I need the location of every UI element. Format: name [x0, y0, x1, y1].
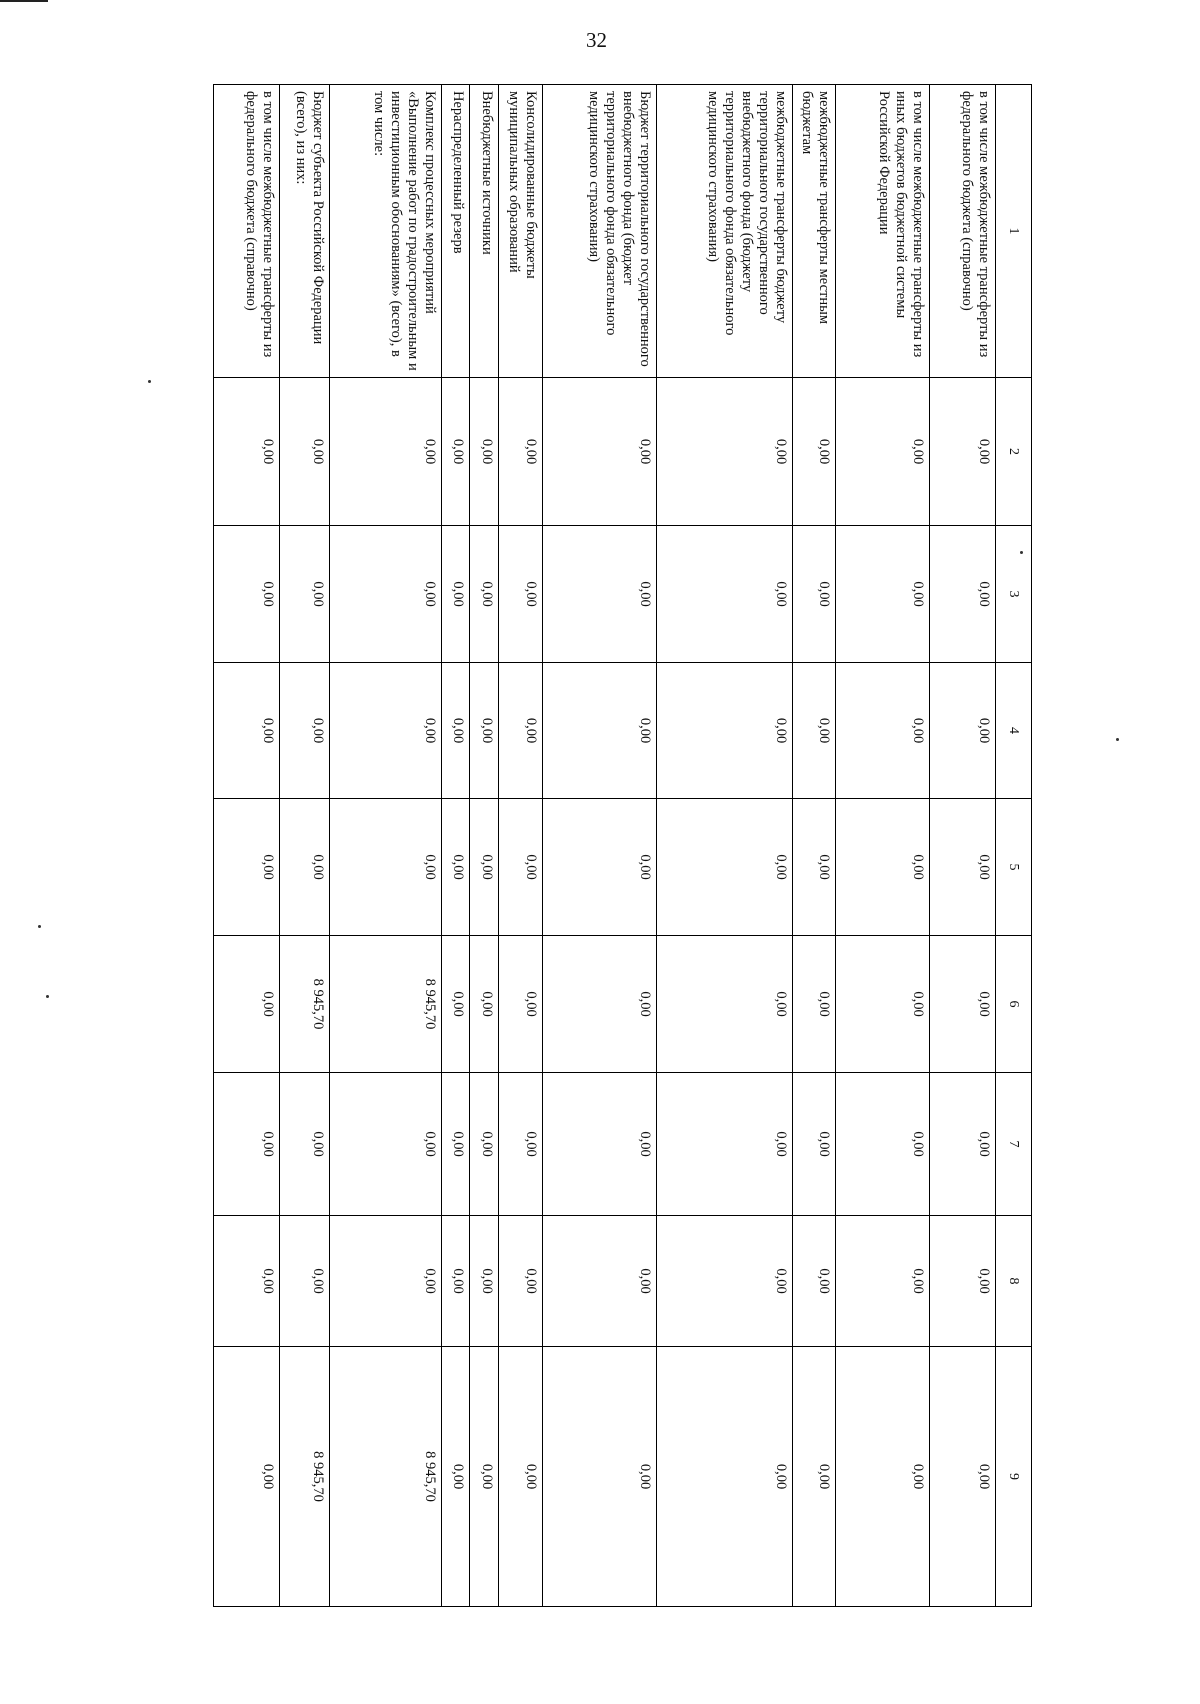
page-number: 32 — [586, 28, 607, 52]
value-cell: 0,00 — [836, 936, 930, 1073]
value-cell: 0,00 — [470, 663, 499, 799]
value-cell: 0,00 — [792, 936, 836, 1073]
table-row — [836, 85, 930, 1607]
value-cell: 0,00 — [470, 1073, 499, 1216]
table-row — [792, 85, 836, 1607]
value-cell: 0,00 — [792, 378, 836, 526]
value-cell: 0,00 — [330, 378, 442, 526]
table-row — [214, 85, 280, 1607]
value-cell: 0,00 — [792, 799, 836, 936]
scan-speck — [46, 995, 49, 998]
value-cell: 8 945,70 — [330, 1347, 442, 1607]
value-cell: 0,00 — [499, 1347, 543, 1607]
value-cell: 0,00 — [929, 1073, 995, 1216]
value-cell: 0,00 — [499, 378, 543, 526]
value-cell: 0,00 — [656, 526, 792, 663]
scan-edge-mark — [0, 0, 48, 2]
value-cell: 8 945,70 — [280, 1347, 330, 1607]
scan-speck — [1020, 551, 1023, 554]
value-cell: 0,00 — [499, 799, 543, 936]
value-cell: 0,00 — [441, 1347, 470, 1607]
table-row — [441, 85, 470, 1607]
value-cell: 0,00 — [542, 936, 656, 1073]
column-header: 1 — [995, 85, 1031, 378]
header-row — [995, 85, 1031, 1607]
value-cell: 0,00 — [280, 378, 330, 526]
column-header: 5 — [995, 799, 1031, 936]
value-cell: 0,00 — [542, 663, 656, 799]
value-cell: 0,00 — [836, 1073, 930, 1216]
value-cell: 0,00 — [214, 378, 280, 526]
value-cell: 0,00 — [656, 1073, 792, 1216]
row-label: Консолидированные бюджеты муниципальных образований — [499, 85, 543, 378]
column-header: 3 — [995, 526, 1031, 663]
value-cell: 0,00 — [441, 1216, 470, 1347]
column-header: 4 — [995, 663, 1031, 799]
value-cell: 0,00 — [836, 1347, 930, 1607]
value-cell: 0,00 — [836, 663, 930, 799]
value-cell: 0,00 — [441, 936, 470, 1073]
row-label: Внебюджетные источники — [470, 85, 499, 378]
row-label: в том числе межбюджетные трансферты из иных бюджетов бюджетной системы Российской Федерации — [836, 85, 930, 378]
value-cell: 0,00 — [929, 1216, 995, 1347]
value-cell: 0,00 — [499, 936, 543, 1073]
value-cell: 0,00 — [656, 799, 792, 936]
value-cell: 0,00 — [836, 799, 930, 936]
column-header: 6 — [995, 936, 1031, 1073]
value-cell: 0,00 — [214, 799, 280, 936]
column-header: 7 — [995, 1073, 1031, 1216]
value-cell: 0,00 — [441, 378, 470, 526]
value-cell: 0,00 — [929, 526, 995, 663]
value-cell: 0,00 — [441, 526, 470, 663]
value-cell: 0,00 — [656, 378, 792, 526]
value-cell: 0,00 — [330, 526, 442, 663]
row-label: Бюджет территориального государственного внебюджетного фонда (бюджет территориального фонда обязательного медицинского страхования) — [542, 85, 656, 378]
value-cell: 0,00 — [214, 526, 280, 663]
value-cell: 0,00 — [656, 1347, 792, 1607]
table-row — [542, 85, 656, 1607]
value-cell: 0,00 — [499, 1216, 543, 1347]
value-cell: 0,00 — [280, 799, 330, 936]
table-row — [280, 85, 330, 1607]
value-cell: 0,00 — [470, 1216, 499, 1347]
value-cell: 0,00 — [929, 378, 995, 526]
value-cell: 0,00 — [792, 1216, 836, 1347]
table-row — [330, 85, 442, 1607]
value-cell: 0,00 — [929, 1347, 995, 1607]
value-cell: 0,00 — [441, 1073, 470, 1216]
row-label: в том числе межбюджетные трансферты из федерального бюджета (справочно) — [214, 85, 280, 378]
value-cell: 0,00 — [542, 526, 656, 663]
value-cell: 0,00 — [330, 663, 442, 799]
row-label: Нераспределенный резерв — [441, 85, 470, 378]
rotated-table-container — [213, 84, 1032, 1606]
value-cell: 0,00 — [929, 663, 995, 799]
table-row — [656, 85, 792, 1607]
value-cell: 0,00 — [929, 799, 995, 936]
value-cell: 0,00 — [280, 1073, 330, 1216]
value-cell: 0,00 — [441, 799, 470, 936]
value-cell: 0,00 — [280, 526, 330, 663]
value-cell: 0,00 — [214, 936, 280, 1073]
value-cell: 0,00 — [470, 936, 499, 1073]
value-cell: 0,00 — [792, 526, 836, 663]
scan-speck — [148, 380, 151, 383]
value-cell: 0,00 — [330, 1073, 442, 1216]
value-cell: 0,00 — [330, 1216, 442, 1347]
value-cell: 0,00 — [542, 378, 656, 526]
budget-table — [213, 84, 1032, 1607]
value-cell: 0,00 — [542, 1347, 656, 1607]
column-header: 2 — [995, 378, 1031, 526]
row-label: межбюджетные трансферты местным бюджетам — [792, 85, 836, 378]
value-cell: 0,00 — [792, 1347, 836, 1607]
scan-speck — [38, 925, 41, 928]
value-cell: 0,00 — [214, 1216, 280, 1347]
value-cell: 0,00 — [214, 663, 280, 799]
value-cell: 0,00 — [499, 526, 543, 663]
value-cell: 8 945,70 — [280, 936, 330, 1073]
value-cell: 0,00 — [280, 1216, 330, 1347]
table-row — [499, 85, 543, 1607]
value-cell: 0,00 — [470, 526, 499, 663]
row-label: межбюджетные трансферты бюджету территориального государственного внебюджетного фонда (бюджету территориального фонда обязательного медицинского страхования) — [656, 85, 792, 378]
value-cell: 0,00 — [542, 1073, 656, 1216]
value-cell: 0,00 — [929, 936, 995, 1073]
value-cell: 0,00 — [792, 1073, 836, 1216]
value-cell: 0,00 — [542, 1216, 656, 1347]
value-cell: 0,00 — [470, 1347, 499, 1607]
value-cell: 0,00 — [470, 799, 499, 936]
column-header: 8 — [995, 1216, 1031, 1347]
value-cell: 0,00 — [214, 1073, 280, 1216]
value-cell: 0,00 — [656, 1216, 792, 1347]
value-cell: 0,00 — [656, 936, 792, 1073]
table-row — [470, 85, 499, 1607]
row-label: в том числе межбюджетные трансферты из федерального бюджета (справочно) — [929, 85, 995, 378]
value-cell: 0,00 — [792, 663, 836, 799]
value-cell: 0,00 — [656, 663, 792, 799]
value-cell: 0,00 — [499, 663, 543, 799]
value-cell: 0,00 — [836, 378, 930, 526]
row-label: Комплекс процессных мероприятий «Выполнение работ по градостроительным и инвестиционным обоснованиям» (всего), в том числе: — [330, 85, 442, 378]
value-cell: 0,00 — [470, 378, 499, 526]
value-cell: 0,00 — [499, 1073, 543, 1216]
value-cell: 0,00 — [330, 799, 442, 936]
value-cell: 0,00 — [441, 663, 470, 799]
value-cell: 0,00 — [214, 1347, 280, 1607]
scan-speck — [1116, 738, 1119, 741]
value-cell: 0,00 — [836, 1216, 930, 1347]
row-label: Бюджет субъекта Российской Федерации (всего), из них: — [280, 85, 330, 378]
value-cell: 0,00 — [542, 799, 656, 936]
column-header: 9 — [995, 1347, 1031, 1607]
value-cell: 0,00 — [836, 526, 930, 663]
value-cell: 0,00 — [280, 663, 330, 799]
table-row — [929, 85, 995, 1607]
value-cell: 8 945,70 — [330, 936, 442, 1073]
